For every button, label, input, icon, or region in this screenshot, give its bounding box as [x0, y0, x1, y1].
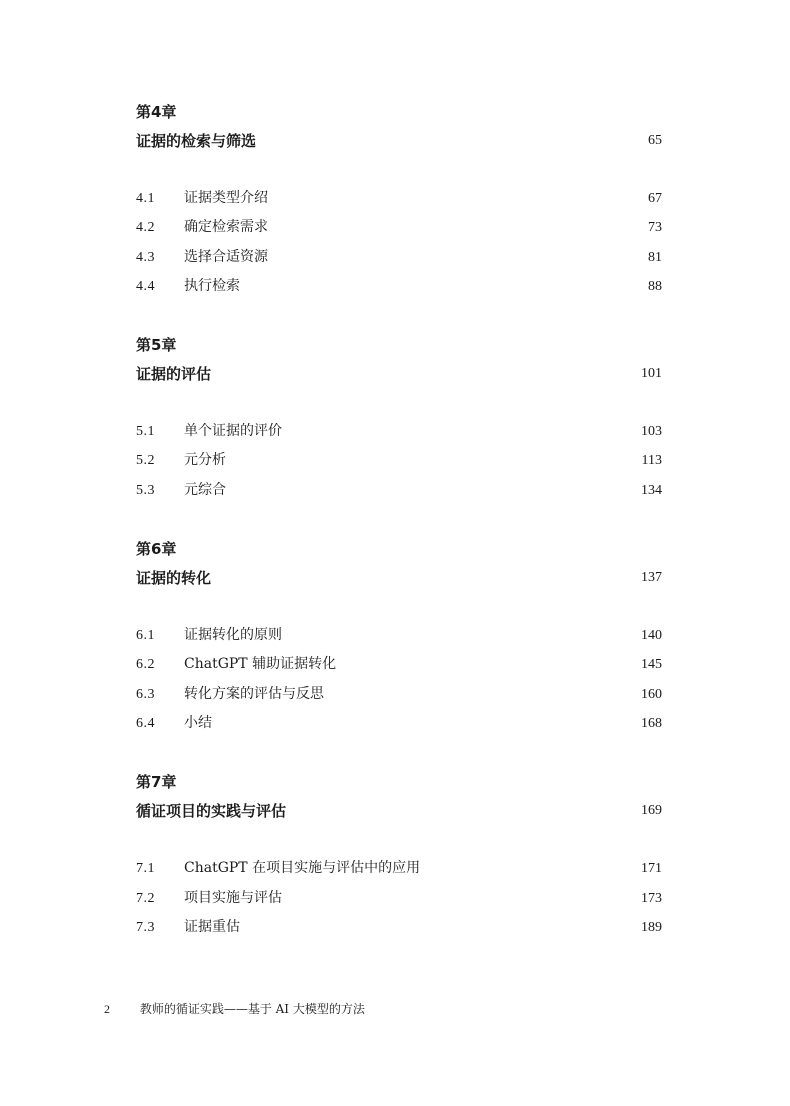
- section-entry[interactable]: [136, 446, 662, 475]
- section-list: [136, 854, 662, 942]
- footer-book-title: 教师的循证实践——基于 AI 大模型的方法: [139, 1002, 365, 1016]
- section-page-number: 113: [641, 453, 662, 469]
- section-number: 6.1: [136, 628, 155, 644]
- section-page-number: 140: [641, 628, 662, 644]
- chapter-page-number: 169: [641, 803, 662, 819]
- chapter-6: [136, 535, 662, 738]
- section-page-number: 67: [648, 191, 662, 206]
- section-title: 元分析: [184, 452, 226, 469]
- section-entry[interactable]: [136, 417, 662, 446]
- section-number: 7.1: [136, 861, 155, 877]
- section-title: ChatGPT 在项目实施与评估中的应用: [184, 860, 421, 877]
- section-page-number: 145: [641, 657, 662, 673]
- section-number: 4.1: [136, 191, 155, 206]
- section-entry[interactable]: [136, 184, 662, 213]
- section-number: 5.1: [136, 424, 155, 440]
- section-entry[interactable]: [136, 213, 662, 242]
- section-number: 5.2: [136, 453, 155, 469]
- section-entry[interactable]: [136, 884, 662, 913]
- section-page-number: 88: [648, 278, 662, 294]
- section-title: ChatGPT 辅助证据转化: [184, 656, 337, 673]
- section-entry[interactable]: [136, 650, 662, 679]
- section-page-number: 160: [641, 686, 662, 702]
- section-entry[interactable]: [136, 680, 662, 709]
- chapter-title: 循证项目的实践与评估: [136, 802, 287, 821]
- section-page-number: 168: [641, 715, 662, 731]
- section-page-number: 81: [648, 249, 662, 265]
- chapter-label: 第7章: [136, 773, 177, 792]
- section-title: 执行检索: [184, 277, 240, 294]
- section-page-number: 103: [641, 424, 662, 440]
- section-entry[interactable]: [136, 272, 662, 301]
- section-number: 4.2: [136, 220, 155, 236]
- chapter-label: 第4章: [136, 103, 177, 121]
- chapter-title-row[interactable]: [136, 563, 662, 593]
- section-list: [136, 184, 662, 301]
- section-entry[interactable]: [136, 243, 662, 272]
- table-of-contents: [136, 98, 662, 942]
- section-list: [136, 417, 662, 505]
- chapter-page-number: 101: [641, 366, 662, 382]
- section-list: [136, 621, 662, 738]
- chapter-title-row[interactable]: [136, 126, 662, 156]
- chapter-page-number: 65: [648, 133, 662, 148]
- section-title: 选择合适资源: [184, 248, 268, 265]
- chapter-title-row[interactable]: [136, 359, 662, 389]
- chapter-title: 证据的评估: [136, 365, 212, 384]
- section-entry[interactable]: [136, 621, 662, 650]
- section-number: 6.3: [136, 686, 155, 702]
- chapter-7: [136, 768, 662, 942]
- chapter-title: 证据的检索与筛选: [136, 132, 257, 150]
- section-number: 4.4: [136, 278, 155, 294]
- page-footer: [104, 1000, 365, 1017]
- chapter-label: 第6章: [136, 540, 177, 559]
- section-title: 确定检索需求: [184, 219, 268, 236]
- section-number: 5.3: [136, 482, 155, 498]
- chapter-label: 第5章: [136, 336, 177, 355]
- section-page-number: 171: [641, 861, 662, 877]
- chapter-4: [136, 98, 662, 301]
- section-title: 项目实施与评估: [184, 889, 282, 906]
- section-entry[interactable]: [136, 913, 662, 942]
- chapter-title: 证据的转化: [136, 569, 212, 588]
- section-title: 小结: [184, 714, 212, 731]
- section-number: 7.3: [136, 919, 155, 935]
- section-entry[interactable]: [136, 854, 662, 883]
- chapter-page-number: 137: [641, 570, 662, 586]
- section-title: 证据重估: [184, 918, 240, 935]
- section-page-number: 73: [648, 220, 662, 236]
- chapter-5: [136, 331, 662, 505]
- section-page-number: 134: [641, 482, 662, 498]
- chapter-title-row[interactable]: [136, 796, 662, 826]
- section-number: 7.2: [136, 890, 155, 906]
- section-number: 6.2: [136, 657, 155, 673]
- section-title: 证据类型介绍: [184, 190, 268, 206]
- section-entry[interactable]: [136, 709, 662, 738]
- section-number: 4.3: [136, 249, 155, 265]
- section-title: 证据转化的原则: [184, 627, 282, 644]
- section-number: 6.4: [136, 715, 155, 731]
- section-title: 单个证据的评价: [184, 423, 282, 440]
- section-page-number: 189: [641, 919, 662, 935]
- footer-page-number: 2: [104, 1002, 110, 1016]
- section-title: 元综合: [184, 481, 226, 498]
- section-page-number: 173: [641, 890, 662, 906]
- section-title: 转化方案的评估与反思: [184, 685, 324, 702]
- section-entry[interactable]: [136, 476, 662, 505]
